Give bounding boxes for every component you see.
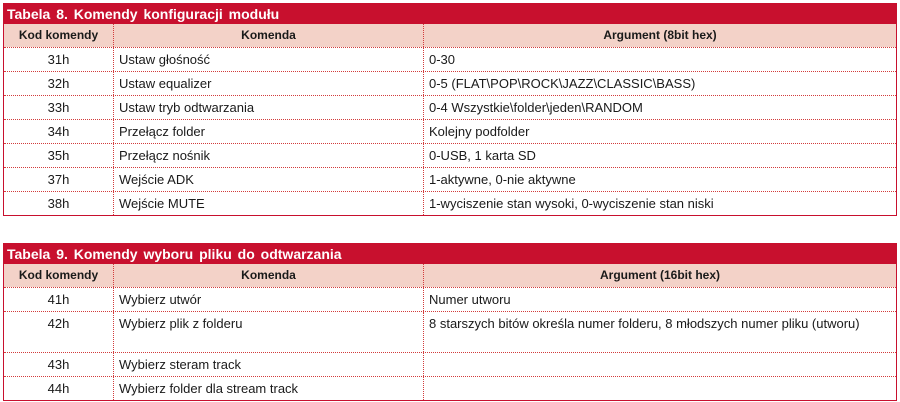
cell-argument bbox=[424, 377, 896, 400]
table-row bbox=[4, 71, 896, 95]
cell-argument: Numer utworu bbox=[429, 292, 511, 307]
header-code: Kod komendy bbox=[4, 24, 114, 47]
table-8 bbox=[3, 3, 897, 216]
cell-argument: 1-aktywne, 0-nie aktywne bbox=[429, 172, 576, 187]
cell-command: Wybierz folder dla stream track bbox=[114, 377, 424, 400]
table-row bbox=[4, 167, 896, 191]
cell-command: Wejście ADK bbox=[114, 168, 424, 191]
table-title: Tabela 9. Komendy wyboru pliku do odtwarzania bbox=[4, 244, 896, 264]
cell-argument: 8 starszych bitów określa numer folderu, 8 młodszych numer pliku (utworu) bbox=[429, 316, 860, 331]
table-row bbox=[4, 311, 896, 352]
header-command: Komenda bbox=[114, 264, 424, 287]
cell-command: Ustaw głośność bbox=[114, 48, 424, 71]
cell-code: 31h bbox=[4, 48, 114, 71]
table-row bbox=[4, 376, 896, 400]
header-argument: Argument (8bit hex) bbox=[603, 28, 717, 42]
cell-argument bbox=[424, 353, 896, 376]
cell-code: 32h bbox=[4, 72, 114, 95]
cell-command: Ustaw tryb odtwarzania bbox=[114, 96, 424, 119]
cell-argument: 0-5 (FLAT\POP\ROCK\JAZZ\CLASSIC\BASS) bbox=[429, 76, 696, 91]
table-header-row bbox=[4, 264, 896, 287]
cell-command: Przełącz nośnik bbox=[114, 144, 424, 167]
cell-command: Ustaw equalizer bbox=[114, 72, 424, 95]
table-row bbox=[4, 287, 896, 311]
cell-command: Wybierz steram track bbox=[114, 353, 424, 376]
cell-code: 42h bbox=[4, 312, 114, 352]
table-header-row bbox=[4, 24, 896, 47]
cell-code: 37h bbox=[4, 168, 114, 191]
cell-command: Wybierz utwór bbox=[114, 288, 424, 311]
table-9 bbox=[3, 243, 897, 401]
cell-command: Wejście MUTE bbox=[114, 192, 424, 215]
table-title: Tabela 8. Komendy konfiguracji modułu bbox=[4, 4, 896, 24]
header-command: Komenda bbox=[114, 24, 424, 47]
cell-code: 33h bbox=[4, 96, 114, 119]
cell-argument: 0-4 Wszystkie\folder\jeden\RANDOM bbox=[429, 100, 643, 115]
cell-code: 43h bbox=[4, 353, 114, 376]
cell-argument: Kolejny podfolder bbox=[429, 124, 530, 139]
header-argument: Argument (16bit hex) bbox=[599, 268, 720, 282]
cell-code: 44h bbox=[4, 377, 114, 400]
cell-command: Przełącz folder bbox=[114, 120, 424, 143]
table-row bbox=[4, 47, 896, 71]
table-row bbox=[4, 352, 896, 376]
cell-argument: 1-wyciszenie stan wysoki, 0-wyciszenie stan niski bbox=[429, 196, 714, 211]
table-row bbox=[4, 95, 896, 119]
cell-code: 41h bbox=[4, 288, 114, 311]
cell-code: 34h bbox=[4, 120, 114, 143]
table-row bbox=[4, 191, 896, 215]
cell-command: Wybierz plik z folderu bbox=[114, 312, 424, 352]
cell-code: 38h bbox=[4, 192, 114, 215]
table-row bbox=[4, 119, 896, 143]
cell-code: 35h bbox=[4, 144, 114, 167]
cell-argument: 0-USB, 1 karta SD bbox=[429, 148, 536, 163]
table-row bbox=[4, 143, 896, 167]
cell-argument: 0-30 bbox=[429, 52, 456, 67]
header-code: Kod komendy bbox=[4, 264, 114, 287]
